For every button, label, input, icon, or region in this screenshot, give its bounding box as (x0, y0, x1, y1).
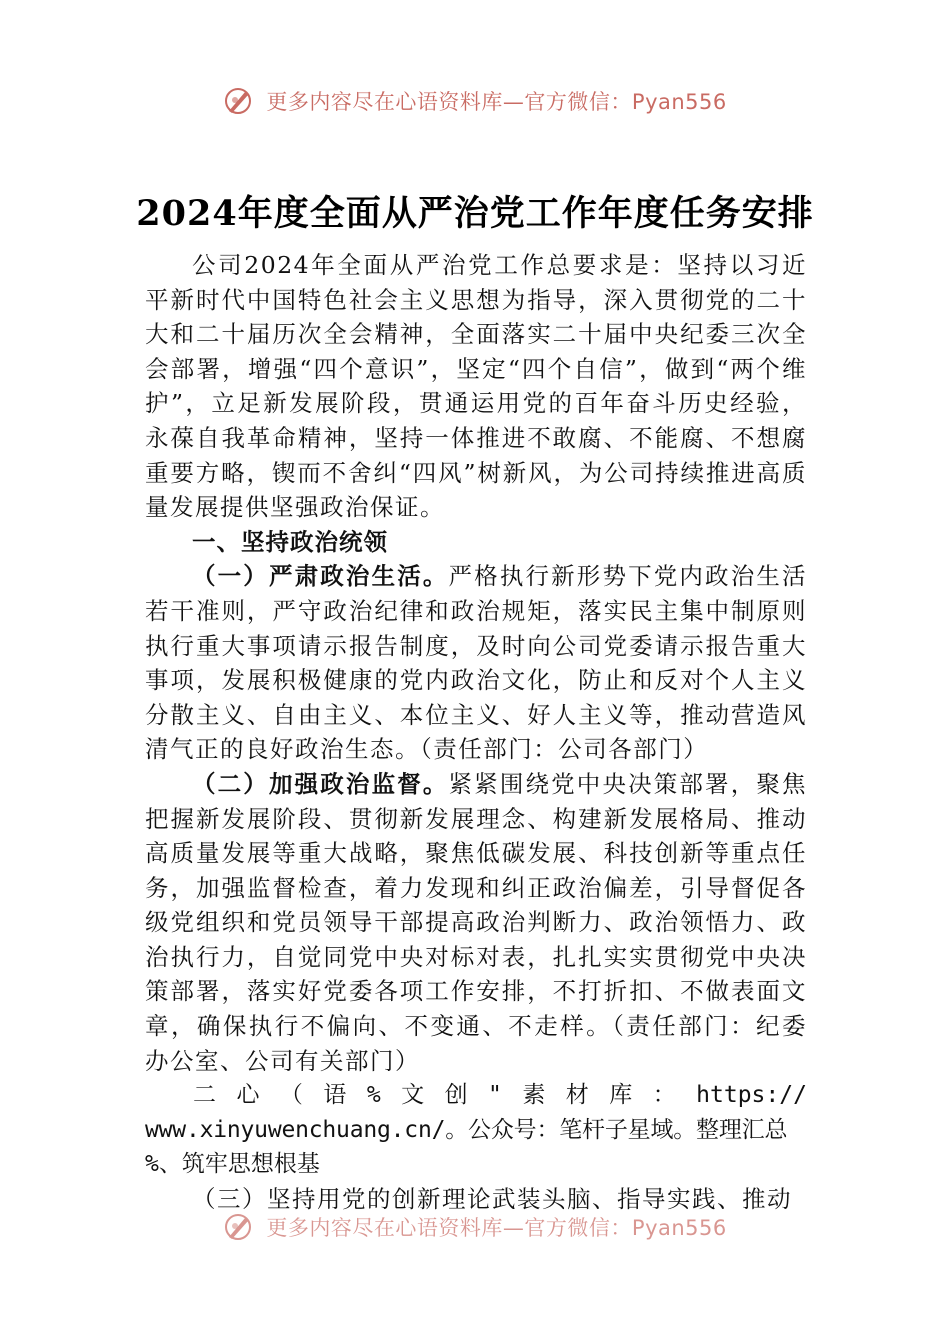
section-heading-1: 一、坚持政治统领 (192, 527, 388, 556)
ad-token: 素 (522, 1082, 546, 1109)
item-2-paragraph (145, 767, 807, 1078)
ad-token: 材 (565, 1082, 589, 1109)
ad-token: 文 (401, 1082, 425, 1109)
watermark-footer (0, 1212, 950, 1242)
pen-logo-icon (223, 86, 253, 116)
pen-logo-icon (223, 1212, 253, 1242)
ad-token: % (366, 1082, 381, 1109)
item-1-paragraph (145, 559, 807, 767)
ad-token: 语 (323, 1082, 347, 1109)
ad-token: （ (279, 1082, 303, 1109)
item-2-title: （二）加强政治监督。 (192, 769, 449, 798)
ad-token: https:// (696, 1082, 807, 1109)
ad-token: 库 (609, 1082, 633, 1109)
item-1-title: （一）严肃政治生活。 (192, 562, 449, 591)
ad-line-tail: %、筑牢思想根基 (145, 1151, 320, 1178)
ad-token: " (488, 1082, 502, 1109)
watermark-text: 更多内容尽在心语资料库—官方微信：Pyan556 (266, 90, 727, 114)
item-1-body: 严格执行新形势下党内政治生活若干准则，严守政治纪律和政治规矩，落实民主集中制原则执行重大事项请示报告制度，及时向公司党委请示报告重大事项，发展积极健康的党内政治文化，防止和反对个人主义分散主义、自由主义、本位主义、好人主义等，推动营造风清气正的良好政治生态。（责任部门：公司各部门） (145, 562, 808, 764)
item-2-body: 紧紧围绕党中央决策部署，聚焦把握新发展阶段、贯彻新发展理念、构建新发展格局、推动高质量发展等重大战略，聚焦低碳发展、科技创新等重点任务，加强监督检查，着力发现和纠正政治偏差，引导督促各级党组织和党员领导干部提高政治判断力、政治领悟力、政治执行力，自觉同党中央对标对表，扎扎实实贯彻党中央决策部署，落实好党委各项工作安排，不打折扣、不做表面文章，确保执行不偏向、不变通、不走样。（责任部门：纪委办公室、公司有关部门） (145, 769, 808, 1075)
ad-token: 心 (236, 1082, 260, 1109)
watermark-header (0, 86, 950, 116)
ad-line-url: www.xinyuwenchuang.cn/。公众号：笔杆子星域。整理汇总 (145, 1116, 788, 1143)
ad-token: ： (652, 1082, 676, 1109)
inserted-ad-text (145, 1078, 807, 1182)
ad-token: 二 (193, 1082, 216, 1109)
intro-paragraph: 公司2024年全面从严治党工作总要求是：坚持以习近平新时代中国特色社会主义思想为指导，深入贯彻党的二十大和二十届历次全会精神，全面落实二十届中央纪委三次全会部署，增强“四个意识”，坚定“四个自信”，做到“两个维护”，立足新发展阶段，贯通运用党的百年奋斗历史经验，永葆自我革命精神，坚持一体推进不敢腐、不能腐、不想腐重要方略，锲而不舍纠“四风”树新风，为公司持续推进高质量发展提供坚强政治保证。 (145, 251, 807, 522)
watermark-text: 更多内容尽在心语资料库—官方微信：Pyan556 (266, 1216, 727, 1240)
ad-token: 创 (444, 1082, 468, 1109)
ad-line-spaced (145, 1078, 807, 1113)
document-title: 2024年度全面从严治党工作年度任务安排 (136, 193, 814, 234)
item-3-paragraph: （三）坚持用党的创新理论武装头脑、指导实践、推动 (192, 1185, 792, 1214)
document-body (145, 248, 807, 1217)
